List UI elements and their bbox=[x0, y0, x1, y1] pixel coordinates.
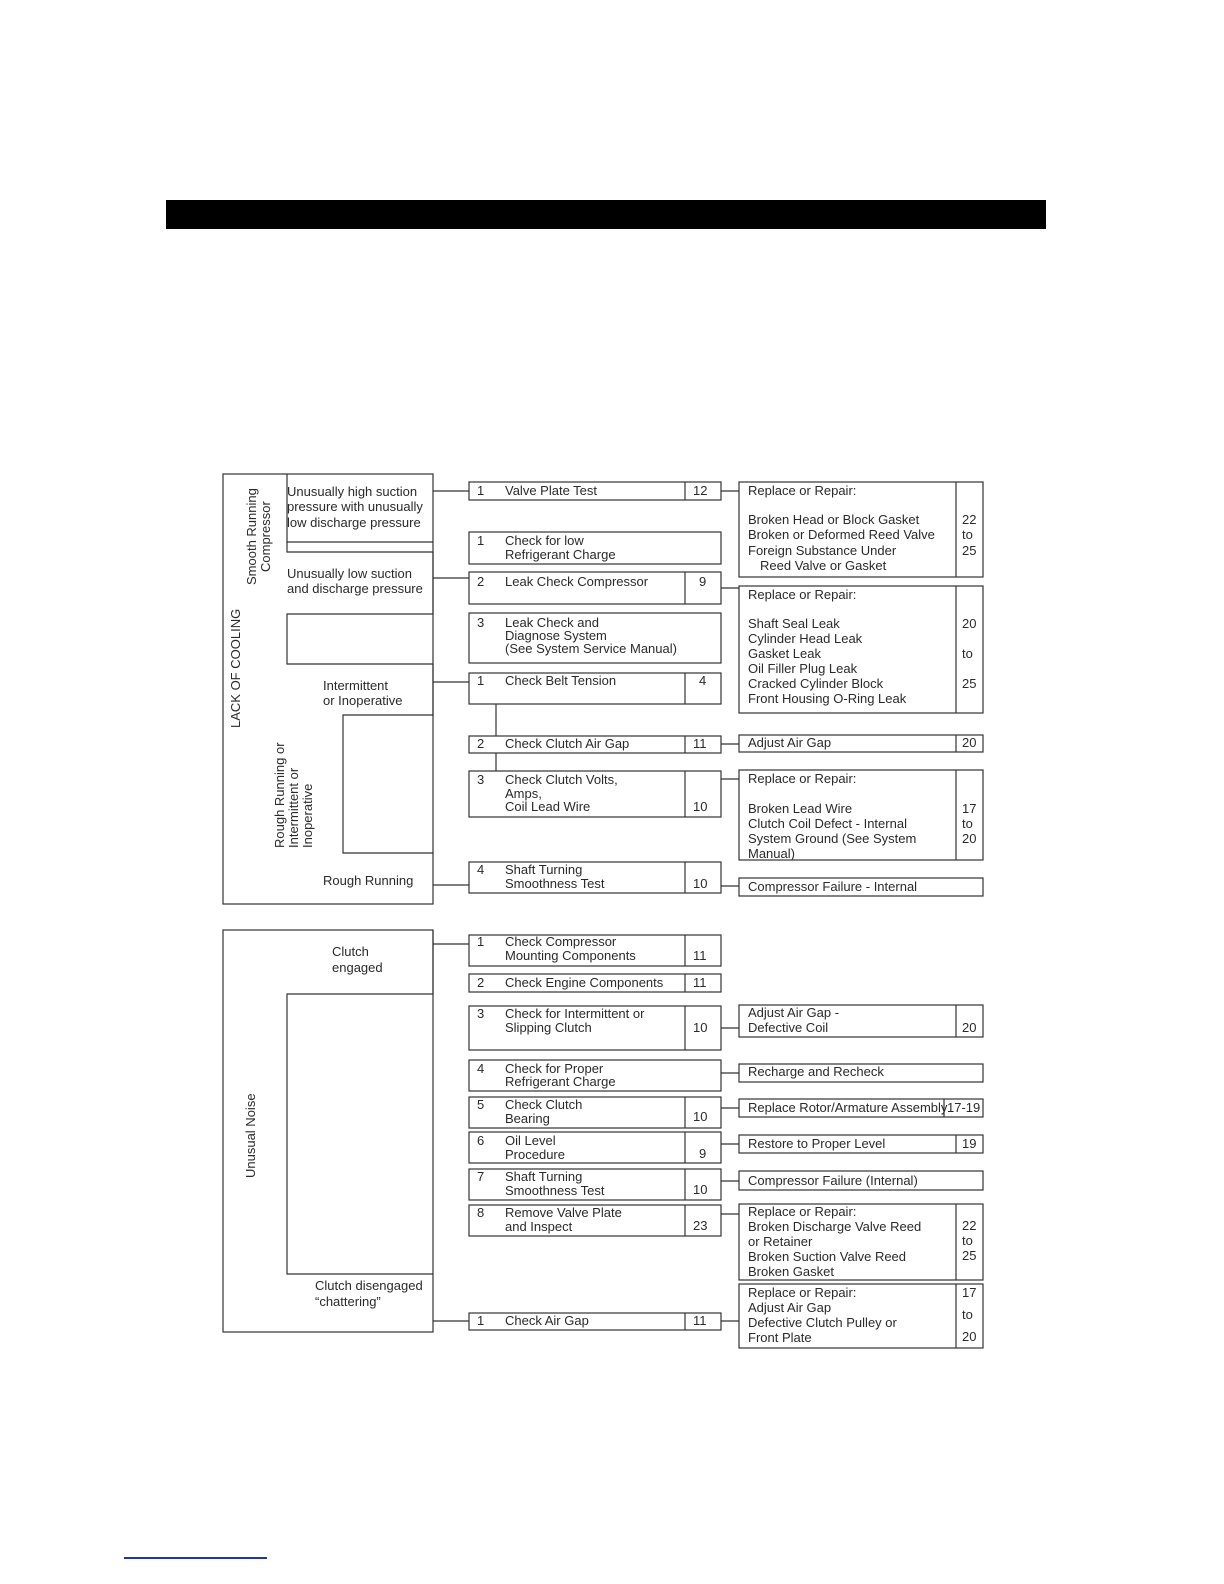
svg-text:Check Air Gap: Check Air Gap bbox=[505, 1313, 589, 1328]
svg-text:Check for Intermittent or: Check for Intermittent or bbox=[505, 1006, 645, 1021]
svg-text:Broken Head or Block Gasket: Broken Head or Block Gasket bbox=[748, 512, 920, 527]
svg-text:22: 22 bbox=[962, 512, 977, 527]
footer-rule bbox=[124, 1557, 267, 1559]
svg-text:Amps,: Amps, bbox=[505, 786, 542, 801]
result-compressor-failure-paren bbox=[739, 1171, 983, 1190]
svg-text:Adjust Air Gap: Adjust Air Gap bbox=[748, 735, 832, 750]
result-recharge bbox=[739, 1064, 983, 1082]
svg-text:Manual): Manual) bbox=[748, 846, 795, 861]
smooth-running-label-1: Smooth Running bbox=[244, 488, 259, 585]
svg-text:Cylinder Head Leak: Cylinder Head Leak bbox=[748, 631, 863, 646]
svg-text:10: 10 bbox=[693, 799, 708, 814]
result-compressor-failure-internal bbox=[739, 878, 983, 896]
svg-text:1: 1 bbox=[477, 483, 485, 498]
svg-text:Remove Valve Plate: Remove Valve Plate bbox=[505, 1205, 622, 1220]
unusual-noise-section bbox=[223, 930, 983, 1348]
clutch-disengaged-line-2: “chattering” bbox=[315, 1294, 381, 1309]
svg-text:17-19: 17-19 bbox=[947, 1100, 981, 1115]
check-oil-level[interactable] bbox=[469, 1132, 721, 1163]
svg-text:Broken Lead Wire: Broken Lead Wire bbox=[748, 801, 853, 816]
svg-text:Check Clutch: Check Clutch bbox=[505, 1097, 583, 1112]
rough-running-label-1: Rough Running or bbox=[272, 742, 287, 848]
check-shaft-rough[interactable] bbox=[469, 862, 721, 893]
svg-text:4: 4 bbox=[477, 1061, 485, 1076]
svg-text:to: to bbox=[962, 646, 973, 661]
svg-text:3: 3 bbox=[477, 772, 485, 787]
svg-text:Replace or Repair:: Replace or Repair: bbox=[748, 483, 857, 498]
svg-text:17: 17 bbox=[962, 801, 977, 816]
svg-text:to: to bbox=[962, 1307, 973, 1322]
svg-text:23: 23 bbox=[693, 1218, 708, 1233]
svg-text:Check Belt Tension: Check Belt Tension bbox=[505, 673, 617, 688]
svg-text:1: 1 bbox=[477, 934, 485, 949]
svg-text:Coil Lead Wire: Coil Lead Wire bbox=[505, 799, 591, 814]
svg-text:11: 11 bbox=[693, 948, 707, 963]
svg-text:Mounting Components: Mounting Components bbox=[505, 948, 636, 963]
svg-text:2: 2 bbox=[477, 736, 485, 751]
svg-text:Refrigerant Charge: Refrigerant Charge bbox=[505, 1074, 616, 1089]
svg-text:Leak Check and: Leak Check and bbox=[505, 615, 599, 630]
svg-text:Replace or Repair:: Replace or Repair: bbox=[748, 1204, 857, 1219]
unusual-noise-label: Unusual Noise bbox=[243, 1093, 258, 1178]
check-leak-system[interactable] bbox=[469, 613, 721, 663]
svg-text:Oil Filler Plug Leak: Oil Filler Plug Leak bbox=[748, 661, 858, 676]
high-suction-line-1: Unusually high suction bbox=[287, 484, 418, 499]
svg-text:Check Clutch Air Gap: Check Clutch Air Gap bbox=[505, 736, 630, 751]
svg-text:Defective Clutch Pulley or: Defective Clutch Pulley or bbox=[748, 1315, 897, 1330]
svg-text:Diagnose System: Diagnose System bbox=[505, 628, 607, 643]
result-restore-oil bbox=[739, 1135, 983, 1153]
svg-text:Check Clutch Volts,: Check Clutch Volts, bbox=[505, 772, 618, 787]
svg-text:9: 9 bbox=[699, 1146, 707, 1161]
clutch-engaged-line-2: engaged bbox=[332, 960, 383, 975]
lack-of-cooling-label: LACK OF COOLING bbox=[228, 608, 243, 728]
smooth-running-label-2: Compressor bbox=[258, 501, 273, 572]
check-proper-charge[interactable] bbox=[469, 1060, 721, 1091]
svg-text:Clutch Coil Defect - Internal: Clutch Coil Defect - Internal bbox=[748, 816, 907, 831]
svg-text:Check Compressor: Check Compressor bbox=[505, 934, 617, 949]
svg-text:Replace or Repair:: Replace or Repair: bbox=[748, 1285, 857, 1300]
svg-text:Procedure: Procedure bbox=[505, 1147, 565, 1162]
svg-text:Broken Gasket: Broken Gasket bbox=[748, 1264, 834, 1279]
svg-text:11: 11 bbox=[693, 975, 707, 990]
result-adjust-air-gap bbox=[739, 735, 983, 752]
svg-text:4: 4 bbox=[477, 862, 485, 877]
svg-text:Shaft Turning: Shaft Turning bbox=[505, 862, 583, 877]
svg-text:6: 6 bbox=[477, 1133, 485, 1148]
svg-text:(See System Service Manual): (See System Service Manual) bbox=[505, 641, 677, 656]
result-repair-clutch bbox=[739, 770, 983, 861]
svg-text:Smoothness Test: Smoothness Test bbox=[505, 876, 605, 891]
svg-text:20: 20 bbox=[962, 1329, 977, 1344]
check-shaft-noise[interactable] bbox=[469, 1169, 721, 1200]
svg-text:3: 3 bbox=[477, 1006, 485, 1021]
svg-text:7: 7 bbox=[477, 1169, 485, 1184]
svg-text:2: 2 bbox=[477, 574, 485, 589]
low-suction-line-2: and discharge pressure bbox=[287, 581, 423, 596]
svg-text:to: to bbox=[962, 1233, 973, 1248]
svg-text:Oil Level: Oil Level bbox=[505, 1133, 556, 1148]
svg-text:Check for Proper: Check for Proper bbox=[505, 1061, 604, 1076]
lack-of-cooling-section bbox=[223, 474, 983, 904]
svg-text:Gasket Leak: Gasket Leak bbox=[748, 646, 821, 661]
svg-text:10: 10 bbox=[693, 1109, 708, 1124]
svg-text:10: 10 bbox=[693, 1020, 708, 1035]
check-belt-tension[interactable] bbox=[469, 673, 721, 704]
result-repair-discharge bbox=[739, 1204, 983, 1280]
svg-text:Compressor Failure - Internal: Compressor Failure - Internal bbox=[748, 879, 918, 894]
svg-text:to: to bbox=[962, 527, 973, 542]
check-valve-plate[interactable] bbox=[469, 482, 721, 500]
rough-running-condition: Rough Running bbox=[323, 873, 414, 888]
check-clutch-bearing[interactable] bbox=[469, 1097, 721, 1128]
high-suction-line-3: low discharge pressure bbox=[287, 515, 421, 530]
check-low-charge[interactable] bbox=[469, 532, 721, 564]
svg-text:Shaft Turning: Shaft Turning bbox=[505, 1169, 583, 1184]
svg-text:20: 20 bbox=[962, 831, 977, 846]
svg-text:22: 22 bbox=[962, 1218, 977, 1233]
result-adjust-defective-coil bbox=[739, 1005, 983, 1037]
svg-text:Replace or Repair:: Replace or Repair: bbox=[748, 771, 857, 786]
svg-text:Restore to Proper Level: Restore to Proper Level bbox=[748, 1136, 886, 1151]
svg-text:25: 25 bbox=[962, 543, 977, 558]
svg-text:Foreign Substance Under: Foreign Substance Under bbox=[748, 543, 897, 558]
result-repair-valve bbox=[739, 482, 983, 577]
svg-text:or Retainer: or Retainer bbox=[748, 1234, 813, 1249]
result-repair-leaks bbox=[739, 586, 983, 713]
svg-text:4: 4 bbox=[699, 673, 707, 688]
check-slipping-clutch[interactable] bbox=[469, 1006, 721, 1050]
check-leak-compressor[interactable] bbox=[469, 572, 721, 604]
svg-text:Replace or Repair:: Replace or Repair: bbox=[748, 587, 857, 602]
svg-text:12: 12 bbox=[693, 483, 708, 498]
svg-text:Bearing: Bearing bbox=[505, 1111, 550, 1126]
check-clutch-volts[interactable] bbox=[469, 771, 721, 817]
check-air-gap[interactable] bbox=[469, 1313, 721, 1330]
check-engine[interactable] bbox=[469, 974, 721, 992]
svg-text:1: 1 bbox=[477, 1313, 485, 1328]
rough-running-label-3: Inoperative bbox=[300, 783, 315, 848]
svg-text:Front Plate: Front Plate bbox=[748, 1330, 812, 1345]
result-repair-pulley bbox=[739, 1284, 983, 1348]
svg-text:Refrigerant Charge: Refrigerant Charge bbox=[505, 547, 616, 562]
svg-text:Compressor Failure (Internal): Compressor Failure (Internal) bbox=[748, 1173, 918, 1188]
svg-text:11: 11 bbox=[693, 1313, 707, 1328]
svg-text:Replace Rotor/Armature Assembl: Replace Rotor/Armature Assembly bbox=[748, 1100, 948, 1115]
svg-text:17: 17 bbox=[962, 1285, 977, 1300]
svg-text:2: 2 bbox=[477, 975, 485, 990]
svg-text:to: to bbox=[962, 816, 973, 831]
svg-text:5: 5 bbox=[477, 1097, 485, 1112]
svg-text:11: 11 bbox=[693, 736, 707, 751]
svg-text:10: 10 bbox=[693, 1182, 708, 1197]
svg-text:Broken Suction Valve Reed: Broken Suction Valve Reed bbox=[748, 1249, 907, 1264]
rough-running-label-2: Intermittent or bbox=[286, 767, 301, 848]
svg-text:System Ground (See System: System Ground (See System bbox=[748, 831, 917, 846]
svg-text:3: 3 bbox=[477, 615, 485, 630]
svg-text:Slipping Clutch: Slipping Clutch bbox=[505, 1020, 592, 1035]
svg-text:20: 20 bbox=[962, 735, 977, 750]
svg-text:and Inspect: and Inspect bbox=[505, 1219, 573, 1234]
svg-text:Recharge and Recheck: Recharge and Recheck bbox=[748, 1064, 884, 1079]
svg-text:10: 10 bbox=[693, 876, 708, 891]
high-suction-line-2: pressure with unusually bbox=[287, 499, 423, 514]
svg-text:Cracked Cylinder Block: Cracked Cylinder Block bbox=[748, 676, 884, 691]
svg-text:Leak Check Compressor: Leak Check Compressor bbox=[505, 574, 649, 589]
svg-text:Adjust Air Gap: Adjust Air Gap bbox=[748, 1300, 832, 1315]
check-mounting[interactable] bbox=[469, 934, 721, 966]
svg-text:1: 1 bbox=[477, 533, 485, 548]
svg-text:Smoothness Test: Smoothness Test bbox=[505, 1183, 605, 1198]
svg-text:Shaft Seal Leak: Shaft Seal Leak bbox=[748, 616, 840, 631]
svg-text:Broken or Deformed Reed Valve: Broken or Deformed Reed Valve bbox=[748, 527, 935, 542]
svg-text:19: 19 bbox=[962, 1136, 977, 1151]
svg-text:Defective Coil: Defective Coil bbox=[748, 1020, 829, 1035]
svg-text:Check Engine Components: Check Engine Components bbox=[505, 975, 664, 990]
result-replace-rotor bbox=[739, 1099, 983, 1117]
svg-text:20: 20 bbox=[962, 616, 977, 631]
svg-text:Valve Plate Test: Valve Plate Test bbox=[505, 483, 598, 498]
clutch-engaged-line-1: Clutch bbox=[332, 944, 369, 959]
svg-text:8: 8 bbox=[477, 1205, 485, 1220]
svg-text:20: 20 bbox=[962, 1020, 977, 1035]
svg-text:Broken Discharge Valve Reed: Broken Discharge Valve Reed bbox=[748, 1219, 922, 1234]
svg-text:1: 1 bbox=[477, 673, 485, 688]
check-clutch-air-gap[interactable] bbox=[469, 736, 721, 753]
svg-text:Adjust Air Gap -: Adjust Air Gap - bbox=[748, 1005, 840, 1020]
clutch-disengaged-line-1: Clutch disengaged bbox=[315, 1278, 423, 1293]
intermittent-line-2: or Inoperative bbox=[323, 693, 403, 708]
svg-text:Check for low: Check for low bbox=[505, 533, 584, 548]
low-suction-line-1: Unusually low suction bbox=[287, 566, 413, 581]
svg-text:25: 25 bbox=[962, 1248, 977, 1263]
svg-text:25: 25 bbox=[962, 676, 977, 691]
svg-text:Reed Valve or Gasket: Reed Valve or Gasket bbox=[760, 558, 887, 573]
intermittent-line-1: Intermittent bbox=[323, 678, 389, 693]
svg-text:9: 9 bbox=[699, 574, 707, 589]
check-valve-inspect[interactable] bbox=[469, 1205, 721, 1236]
svg-text:Front Housing O-Ring Leak: Front Housing O-Ring Leak bbox=[748, 691, 907, 706]
